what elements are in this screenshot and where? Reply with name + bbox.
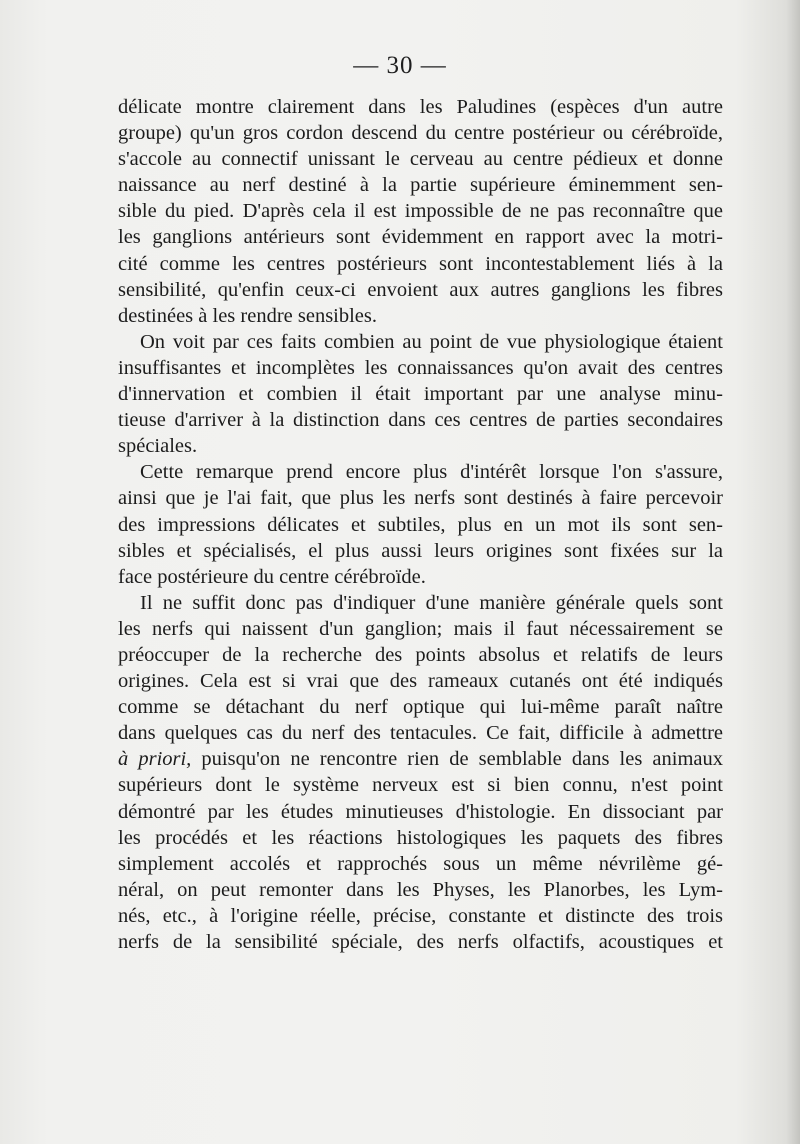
- text-line: Il ne suffit donc pas d'indiquer d'une manière générale quels sont: [140, 591, 723, 614]
- text-line: s'accole au connectif unissant le cerveau au centre pédieux et donne: [118, 148, 723, 171]
- text-line: nerfs de la sensibilité spéciale, des nerfs olfactifs, acoustiques et: [118, 931, 723, 953]
- text-line: insuffisantes et incomplètes les connaissances qu'on avait des centres: [118, 356, 723, 379]
- text-line: supérieurs dont le système nerveux est si bien connu, n'est point: [118, 774, 723, 797]
- text-line: ainsi que je l'ai fait, que plus les nerfs sont destinés à faire percevoir: [118, 487, 723, 510]
- text-line: les nerfs qui naissent d'un ganglion; mais il faut nécessairement se: [118, 617, 723, 640]
- text-line-with-italic: [118, 746, 723, 772]
- italic-phrase: à priori,: [118, 748, 192, 771]
- text-line: destinées à les rendre sensibles.: [118, 304, 378, 327]
- text-line: nés, etc., à l'origine réelle, précise, constante et distincte des trois: [118, 904, 723, 927]
- text-line: Cette remarque prend encore plus d'intérêt lorsque l'on s'assure,: [140, 461, 723, 484]
- text-line: sible du pied. D'après cela il est impossible de ne pas reconnaître que: [118, 200, 723, 223]
- text-line: démontré par les études minutieuses d'histologie. En dissociant par: [118, 800, 723, 823]
- text-line: préoccuper de la recherche des points absolus et relatifs de leurs: [118, 643, 723, 666]
- text-line: naissance au nerf destiné à la partie supérieure éminemment sen-: [118, 174, 723, 197]
- text-line: On voit par ces faits combien au point de vue physiologique étaient: [140, 330, 723, 353]
- text-line: comme se détachant du nerf optique qui lui-même paraît naître: [118, 696, 723, 719]
- text-line: les procédés et les réactions histologiques les paquets des fibres: [118, 826, 723, 849]
- page-number: — 30 —: [353, 52, 447, 79]
- text-line: d'innervation et combien il était important par une analyse minu-: [118, 383, 723, 406]
- body-text: [118, 94, 723, 955]
- text-line: origines. Cela est si vrai que des rameaux cutanés ont été indiqués: [118, 670, 723, 693]
- text-line-rest: puisqu'on ne rencontre rien de semblable dans les animaux: [201, 748, 723, 771]
- text-line: des impressions délicates et subtiles, plus en un mot ils sont sen-: [118, 513, 723, 536]
- text-line: sensibilité, qu'enfin ceux-ci envoient aux autres ganglions les fibres: [118, 278, 723, 301]
- text-line: dans quelques cas du nerf des tentacules. Ce fait, difficile à admettre: [118, 722, 723, 745]
- text-line: cité comme les centres postérieurs sont incontestablement liés à la: [118, 252, 723, 275]
- text-line: tieuse d'arriver à la distinction dans ces centres de parties secondaires: [118, 409, 723, 432]
- text-line: simplement accolés et rapprochés sous un même névrilème gé-: [118, 852, 723, 875]
- text-line: face postérieure du centre cérébroïde.: [118, 565, 426, 588]
- page-edge-shadow: [786, 0, 800, 1144]
- text-line: les ganglions antérieurs sont évidemment en rapport avec la motri-: [118, 226, 723, 249]
- text-line: néral, on peut remonter dans les Physes, les Planorbes, les Lym-: [118, 878, 723, 901]
- text-line: groupe) qu'un gros cordon descend du centre postérieur ou cérébroïde,: [118, 122, 723, 145]
- text-line: délicate montre clairement dans les Paludines (espèces d'un autre: [118, 96, 723, 118]
- text-line: sibles et spécialisés, el plus aussi leurs origines sont fixées sur la: [118, 539, 723, 562]
- text-line: spéciales.: [118, 435, 198, 458]
